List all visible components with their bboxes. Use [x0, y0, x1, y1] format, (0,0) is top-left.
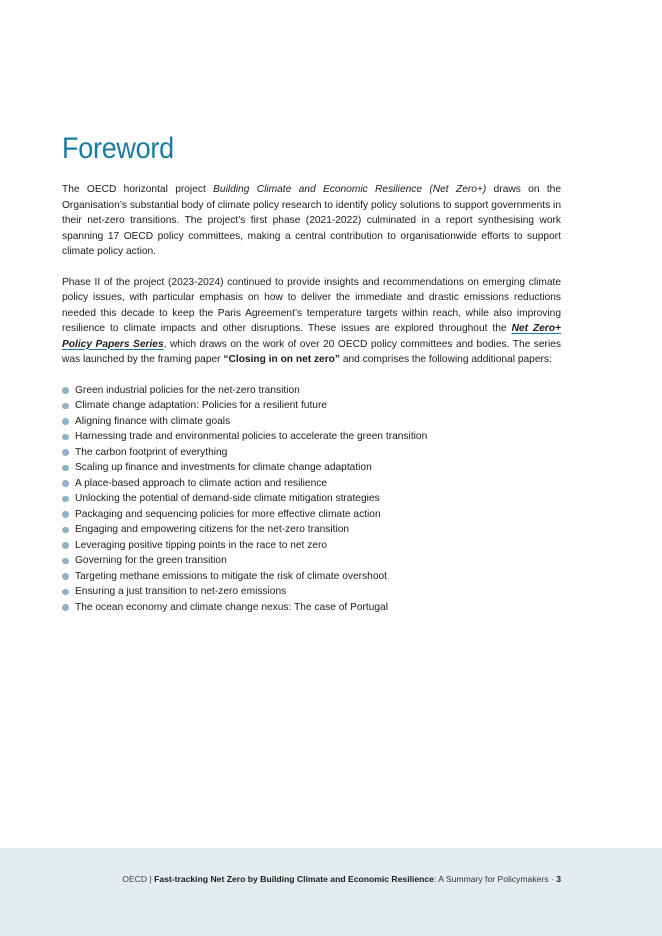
list-item-text: Leveraging positive tipping points in the race to net zero	[75, 539, 328, 551]
list-item-text: The ocean economy and climate change nexus: The case of Portugal	[75, 601, 388, 613]
list-item	[62, 584, 561, 600]
bullet-icon	[62, 434, 69, 441]
list-item	[62, 429, 561, 445]
paragraph-phase-two-text-2: , which draws on the work of over 20 OECD policy committees and bodies. The series was launched by the framing paper	[62, 338, 561, 365]
list-item	[62, 383, 561, 399]
page-number: 3	[556, 874, 561, 884]
paragraph-intro	[62, 182, 561, 260]
bullet-icon	[62, 418, 69, 425]
list-item-text: Aligning finance with climate goals	[75, 415, 231, 427]
paragraph-phase-two	[62, 275, 561, 368]
list-item-text: Governing for the green transition	[75, 555, 227, 566]
list-item	[62, 522, 561, 538]
list-item	[62, 445, 561, 461]
list-item-text: Ensuring a just transition to net-zero emissions	[75, 586, 287, 597]
paragraph-phase-two-text: Phase II of the project (2023-2024) continued to provide insights and recommendations on emerging climate policy issues, with particular emphasis on how to deliver the immediate and drastic emissions reductions needed this decade to keep the Paris Agreement’s temperature targets within reach, while also improving resilience to climate impacts and other disruptions. These issues are explored throughout the	[62, 276, 561, 334]
policy-papers-series-link[interactable]: Net Zero+ Policy Papers Series	[62, 323, 561, 350]
list-item	[62, 476, 561, 492]
bullet-icon	[62, 387, 69, 394]
list-item	[62, 553, 561, 569]
list-item-text: Engaging and empowering citizens for the net-zero transition	[75, 524, 350, 535]
papers-list	[62, 383, 561, 616]
footer-publication-title: Fast-tracking Net Zero by Building Climate and Economic Resilience	[154, 874, 434, 884]
list-item-text: Packaging and sequencing policies for more effective climate action	[75, 508, 381, 520]
list-item-text: Scaling up finance and investments for climate change adaptation	[75, 462, 372, 473]
footer-org: OECD	[122, 874, 148, 884]
footer-running-title	[122, 874, 561, 884]
bullet-icon	[62, 449, 69, 456]
bullet-icon	[62, 480, 69, 487]
bullet-icon	[62, 604, 69, 611]
project-name: Building Climate and Economic Resilience (Net Zero+)	[213, 184, 487, 195]
bullet-icon	[62, 496, 69, 503]
footer-separator: |	[147, 874, 155, 884]
list-item-text: Climate change adaptation: Policies for a resilient future	[75, 400, 327, 411]
list-item	[62, 398, 561, 414]
bullet-icon	[62, 403, 69, 410]
list-item	[62, 507, 561, 523]
list-item	[62, 414, 561, 430]
bullet-icon	[62, 465, 69, 472]
framing-paper-title: “Closing in on net zero”	[223, 354, 340, 365]
bullet-icon	[62, 573, 69, 580]
list-item-text: Targeting methane emissions to mitigate the risk of climate overshoot	[75, 570, 387, 582]
page-title: Foreword	[62, 132, 174, 165]
page-footer	[0, 848, 662, 936]
bullet-icon	[62, 589, 69, 596]
list-item	[62, 600, 561, 616]
foreword-body	[62, 182, 561, 615]
list-item-text: Harnessing trade and environmental policies to accelerate the green transition	[75, 431, 428, 442]
list-item-text: Unlocking the potential of demand-side climate mitigation strategies	[75, 493, 380, 504]
list-item	[62, 569, 561, 585]
footer-subtitle: : A Summary for Policymakers	[433, 874, 549, 884]
paragraph-intro-rest: draws on the Organisation’s substantial body of climate policy research to identify policy solutions to support governments in their net-zero transitions. The project’s first phase (2021-2022) culminated in a report synthesising work spanning 17 OECD policy committees, making a central contribution to organisationwide efforts to support climate policy action.	[62, 184, 561, 257]
paragraph-intro-text: The OECD horizontal project	[62, 184, 214, 195]
bullet-icon	[62, 542, 69, 549]
list-item	[62, 460, 561, 476]
list-item-text: The carbon footprint of everything	[75, 446, 228, 458]
paragraph-phase-two-text-3: and comprises the following additional papers:	[340, 354, 552, 365]
list-item-text: Green industrial policies for the net-zero transition	[75, 384, 300, 396]
list-item	[62, 538, 561, 554]
list-item-text: A place-based approach to climate action and resilience	[75, 477, 328, 489]
bullet-icon	[62, 558, 69, 565]
footer-dot: ·	[548, 874, 557, 884]
bullet-icon	[62, 511, 69, 518]
list-item	[62, 491, 561, 507]
bullet-icon	[62, 527, 69, 534]
